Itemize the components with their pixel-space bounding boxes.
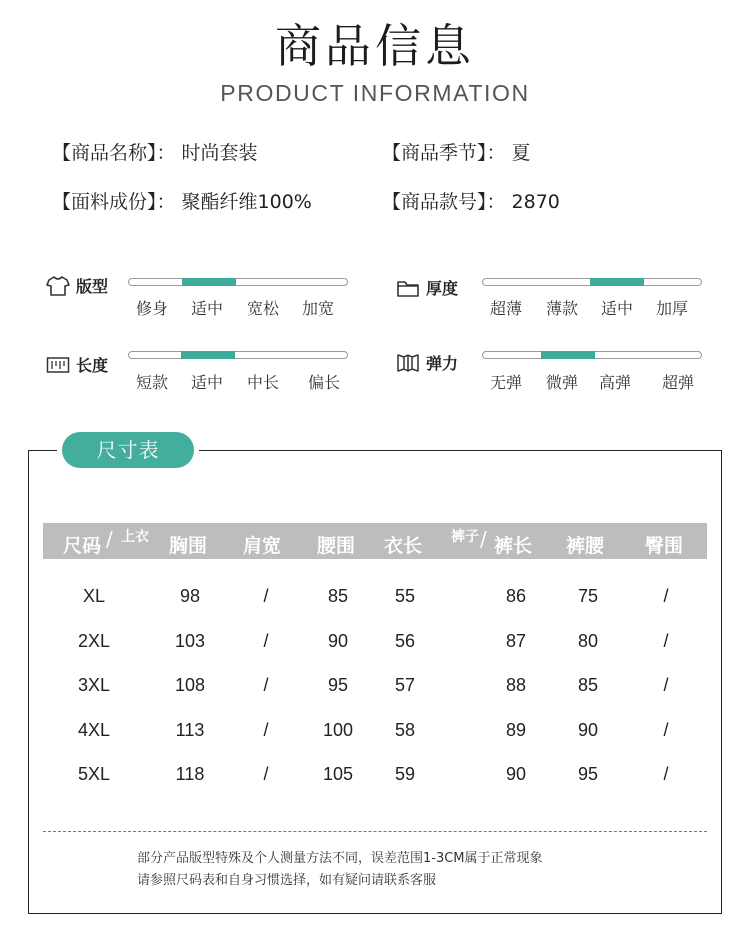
info-fabric xyxy=(52,187,312,214)
slider-indicator xyxy=(182,278,236,286)
page-title: 商品信息 xyxy=(275,19,475,73)
info-label: 【面料成份】： xyxy=(52,191,176,213)
attr-length xyxy=(46,353,108,376)
info-value: 2870 xyxy=(511,191,560,213)
cell-shoulder: / xyxy=(263,764,269,784)
fabric-icon xyxy=(396,352,420,374)
header-chest: 胸围 xyxy=(169,535,208,557)
slider-indicator xyxy=(181,351,235,359)
cell-size: 3XL xyxy=(77,675,111,695)
header-size: 尺码 xyxy=(63,535,102,557)
info-season xyxy=(382,138,531,165)
option-label: 宽松 xyxy=(247,299,280,318)
info-value: 聚酯纤维100% xyxy=(181,191,312,213)
attr-label: 版型 xyxy=(76,277,109,296)
attr-thickness xyxy=(396,276,458,299)
header-shoulder: 肩宽 xyxy=(243,535,282,557)
cell-waist: 100 xyxy=(322,720,354,740)
option-label: 适中 xyxy=(191,373,224,392)
ruler-icon xyxy=(46,356,70,374)
divider xyxy=(43,831,707,832)
tshirt-icon xyxy=(46,275,70,297)
cell-shoulder: / xyxy=(263,720,269,740)
cell-chest: 98 xyxy=(179,586,201,606)
header-pants-group: 裤子 xyxy=(451,529,479,545)
slider-indicator xyxy=(590,278,644,286)
cell-length: 55 xyxy=(394,586,416,606)
header-pants-length: 裤长 xyxy=(494,535,533,557)
cell-pants-waist: 90 xyxy=(577,720,599,740)
cell-waist: 90 xyxy=(327,631,349,651)
option-label: 超薄 xyxy=(490,299,523,318)
cell-pants-length: 86 xyxy=(505,586,527,606)
header-pants-waist: 裤腰 xyxy=(566,535,605,557)
cell-length: 56 xyxy=(394,631,416,651)
note-line: 部分产品版型特殊及个人测量方法不同，误差范围1-3CM属于正常现象 xyxy=(137,851,543,866)
option-label: 中长 xyxy=(247,373,280,392)
cell-shoulder: / xyxy=(263,675,269,695)
option-label: 加宽 xyxy=(302,299,335,318)
cell-shoulder: / xyxy=(263,631,269,651)
folder-icon xyxy=(396,278,420,298)
cell-size: 5XL xyxy=(77,764,111,784)
header-divider: / xyxy=(480,527,487,551)
option-label: 修身 xyxy=(136,299,169,318)
cell-pants-length: 87 xyxy=(505,631,527,651)
attr-label: 长度 xyxy=(76,356,109,375)
header-hip: 臀围 xyxy=(645,535,684,557)
option-label: 微弹 xyxy=(546,373,579,392)
cell-shoulder: / xyxy=(263,586,269,606)
option-label: 适中 xyxy=(191,299,224,318)
length-slider xyxy=(128,351,348,359)
option-label: 高弹 xyxy=(599,373,632,392)
cell-length: 58 xyxy=(394,720,416,740)
cell-waist: 95 xyxy=(327,675,349,695)
cell-hip: / xyxy=(663,720,669,740)
header-waist: 腰围 xyxy=(317,535,356,557)
cell-hip: / xyxy=(663,586,669,606)
info-value: 时尚套装 xyxy=(181,142,258,164)
note-line: 请参照尺码表和自身习惯选择，如有疑问请联系客服 xyxy=(137,873,437,888)
header-top-group: 上衣 xyxy=(121,529,149,545)
cell-length: 57 xyxy=(394,675,416,695)
slider-indicator xyxy=(541,351,595,359)
attr-label: 弹力 xyxy=(426,354,459,373)
attr-fit xyxy=(46,274,108,297)
cell-waist: 105 xyxy=(322,764,354,784)
cell-pants-length: 88 xyxy=(505,675,527,695)
info-name xyxy=(52,138,258,165)
header-length: 衣长 xyxy=(384,535,423,557)
cell-hip: / xyxy=(663,675,669,695)
cell-chest: 113 xyxy=(175,720,205,740)
cell-length: 59 xyxy=(394,764,416,784)
fit-slider xyxy=(128,278,348,286)
cell-waist: 85 xyxy=(327,586,349,606)
info-label: 【商品名称】： xyxy=(52,142,176,164)
cell-pants-waist: 75 xyxy=(577,586,599,606)
cell-hip: / xyxy=(663,764,669,784)
info-value: 夏 xyxy=(511,142,531,164)
cell-pants-waist: 85 xyxy=(577,675,599,695)
cell-size: XL xyxy=(82,586,106,606)
cell-pants-length: 90 xyxy=(505,764,527,784)
attr-elasticity xyxy=(396,351,458,374)
option-label: 短款 xyxy=(136,373,169,392)
cell-chest: 108 xyxy=(174,675,206,695)
option-label: 适中 xyxy=(601,299,634,318)
cell-chest: 118 xyxy=(175,764,205,784)
option-label: 偏长 xyxy=(308,373,341,392)
cell-size: 2XL xyxy=(77,631,111,651)
info-model xyxy=(382,187,560,214)
info-label: 【商品款号】： xyxy=(382,191,506,213)
cell-hip: / xyxy=(663,631,669,651)
elasticity-slider xyxy=(482,351,702,359)
header-divider: / xyxy=(106,527,113,551)
cell-chest: 103 xyxy=(174,631,206,651)
option-label: 超弹 xyxy=(662,373,695,392)
size-table-title: 尺寸表 xyxy=(62,432,194,468)
option-label: 无弹 xyxy=(490,373,523,392)
info-label: 【商品季节】： xyxy=(382,142,506,164)
cell-pants-length: 89 xyxy=(505,720,527,740)
option-label: 薄款 xyxy=(546,299,579,318)
cell-pants-waist: 95 xyxy=(577,764,599,784)
option-label: 加厚 xyxy=(656,299,689,318)
attr-label: 厚度 xyxy=(426,279,459,298)
thickness-slider xyxy=(482,278,702,286)
page-subtitle: PRODUCT INFORMATION xyxy=(220,80,530,106)
cell-pants-waist: 80 xyxy=(577,631,599,651)
cell-size: 4XL xyxy=(77,720,111,740)
